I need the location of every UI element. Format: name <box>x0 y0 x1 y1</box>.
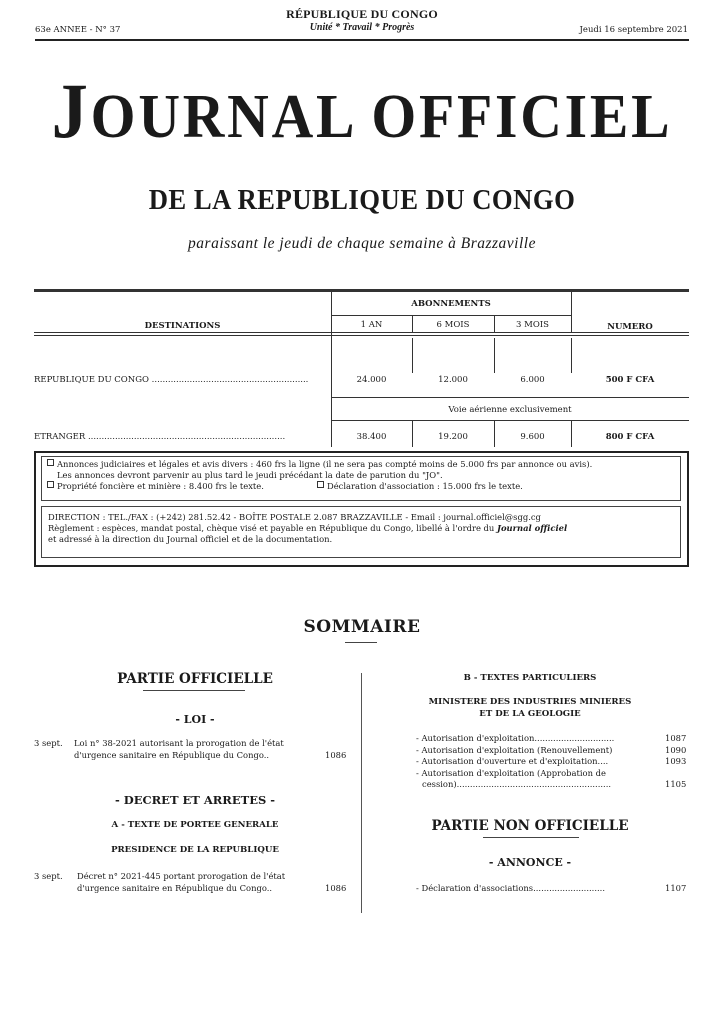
header-rule <box>35 39 689 41</box>
toc-entry[interactable]: - Autorisation d'exploitation.............................. <box>416 733 615 743</box>
payment-terms: Règlement : espèces, mandat postal, chèque visé et payable en République du Congo, libellé à l'ordre du Journal officiel <box>48 523 568 533</box>
table-hline <box>34 335 689 336</box>
issue-number: 63e ANNEE - N° 37 <box>35 25 121 35</box>
tariff-line-association: Déclaration d'association : 15.000 frs le texte. <box>317 481 523 492</box>
col-header-destinations: DESTINATIONS <box>144 321 221 331</box>
texte-portee-generale-heading: A - TEXTE DE PORTEE GENERALE <box>111 820 279 830</box>
row-destination: ETRANGER ......................................................................... <box>34 432 286 442</box>
tariff-line-deadline: Les annonces devront parvenir au plus tard le jeudi précédant la date de parution du "JO". <box>57 470 443 480</box>
bullet-square-icon <box>47 481 54 488</box>
toc-page-number: 1086 <box>325 883 347 893</box>
partie-non-officielle-heading: PARTIE NON OFFICIELLE <box>431 818 629 834</box>
toc-page-number: 1105 <box>665 779 687 789</box>
toc-page-number: 1086 <box>325 750 347 760</box>
row-price-1an: 24.000 <box>356 375 387 385</box>
journal-officiel-italic: Journal officiel <box>496 523 568 533</box>
presidence-heading: PRESIDENCE DE LA REPUBLIQUE <box>111 845 279 855</box>
toc-entry-annonce[interactable]: - Déclaration d'associations........................... <box>416 883 605 893</box>
journal-title <box>25 67 698 154</box>
row-destination: REPUBLIQUE DU CONGO .......................................................... <box>34 375 309 385</box>
partie-officielle-rule <box>143 690 245 691</box>
country-name: RÉPUBLIQUE DU CONGO <box>286 7 438 21</box>
row-price-numero: 500 F CFA <box>605 375 655 385</box>
toc-page-number: 1087 <box>665 733 687 743</box>
toc-entry-loi[interactable]: Loi n° 38-2021 autorisant la prorogation de l'état d'urgence sanitaire en République du Congo.. <box>74 738 284 760</box>
col-header-1an: 1 AN <box>360 320 383 330</box>
row-price-numero: 800 F CFA <box>605 432 655 442</box>
col-header-6mois: 6 MOIS <box>436 320 470 330</box>
journal-subtitle: DE LA REPUBLIQUE DU CONGO <box>148 184 576 216</box>
row-price-6mois: 12.000 <box>438 375 468 385</box>
toc-entry[interactable]: - Autorisation d'exploitation (Approbation de <box>416 767 606 778</box>
table-vline <box>571 338 572 373</box>
issue-date: Jeudi 16 septembre 2021 <box>579 25 688 35</box>
toc-page-number: 1093 <box>665 756 687 766</box>
toc-entry-date[interactable]: 3 sept. <box>34 871 63 881</box>
journal-tagline: paraissant le jeudi de chaque semaine à Brazzaville <box>188 235 536 252</box>
row-price-1an: 38.400 <box>356 432 387 442</box>
decret-heading: - DECRET ET ARRETES - <box>114 793 276 807</box>
table-top-rule <box>34 289 689 292</box>
toc-page-number: 1090 <box>665 744 687 755</box>
textes-particuliers-heading: B - TEXTES PARTICULIERS <box>463 673 597 683</box>
partie-officielle-heading: PARTIE OFFICIELLE <box>117 671 273 687</box>
bullet-square-icon <box>47 459 54 466</box>
row-price-6mois: 19.200 <box>438 432 468 442</box>
loi-heading: - LOI - <box>175 713 215 726</box>
airmail-note: Voie aérienne exclusivement <box>448 405 572 415</box>
sommaire-title: SOMMAIRE <box>303 617 421 637</box>
annonce-heading: - ANNONCE - <box>488 856 572 869</box>
toc-page-number: 1107 <box>665 883 687 893</box>
col-header-3mois: 3 MOIS <box>516 320 549 330</box>
toc-entry[interactable]: - Autorisation d'ouverture et d'exploitation.... <box>416 756 609 766</box>
table-hline <box>331 397 689 398</box>
direction-contact: DIRECTION : TEL./FAX : (+242) 281.52.42 - BOÎTE POSTALE 2.087 BRAZZAVILLE - Email : journal.officiel@sgg.cg <box>48 512 541 522</box>
ministere-heading: MINISTERE DES INDUSTRIES MINIERES ET DE LA GEOLOGIE <box>428 697 632 719</box>
partie-non-officielle-rule <box>483 837 579 838</box>
row-price-3mois: 9.600 <box>520 432 545 442</box>
tariff-line-propriete: Propriété foncière et minière : 8.400 frs le texte. <box>47 481 264 492</box>
toc-entry-decret[interactable]: Décret n° 2021-445 portant prorogation de l'état d'urgence sanitaire en République du Congo.. <box>77 871 286 893</box>
toc-list-mines <box>416 733 614 791</box>
table-vline <box>494 338 495 373</box>
bullet-square-icon <box>317 481 324 488</box>
toc-entry[interactable]: cession).......................................................... <box>422 779 612 789</box>
col-header-abonnements: ABONNEMENTS <box>411 299 491 309</box>
tariff-line-annonces: Annonces judiciaires et légales et avis divers : 460 frs la ligne (il ne sera pas compté moins de 5.000 frs par annonce ou avis). <box>47 459 592 470</box>
sommaire-rule <box>345 642 377 643</box>
toc-entry-date[interactable]: 3 sept. <box>34 738 63 748</box>
table-hline <box>34 332 689 333</box>
national-motto: Unité * Travail * Progrès <box>309 22 415 33</box>
title-initial: J <box>51 67 91 154</box>
title-rest: OURNAL OFFICIEL <box>90 83 673 151</box>
column-divider <box>361 673 362 913</box>
toc-entry[interactable]: - Autorisation d'exploitation (Renouvellement) <box>416 744 613 755</box>
table-vline <box>412 338 413 373</box>
payment-terms-line2: et adressé à la direction du Journal officiel et de la documentation. <box>48 534 333 544</box>
col-header-numero: NUMERO <box>607 322 653 332</box>
row-price-3mois: 6.000 <box>520 375 545 385</box>
table-hline <box>331 420 689 421</box>
table-hline <box>331 315 571 316</box>
